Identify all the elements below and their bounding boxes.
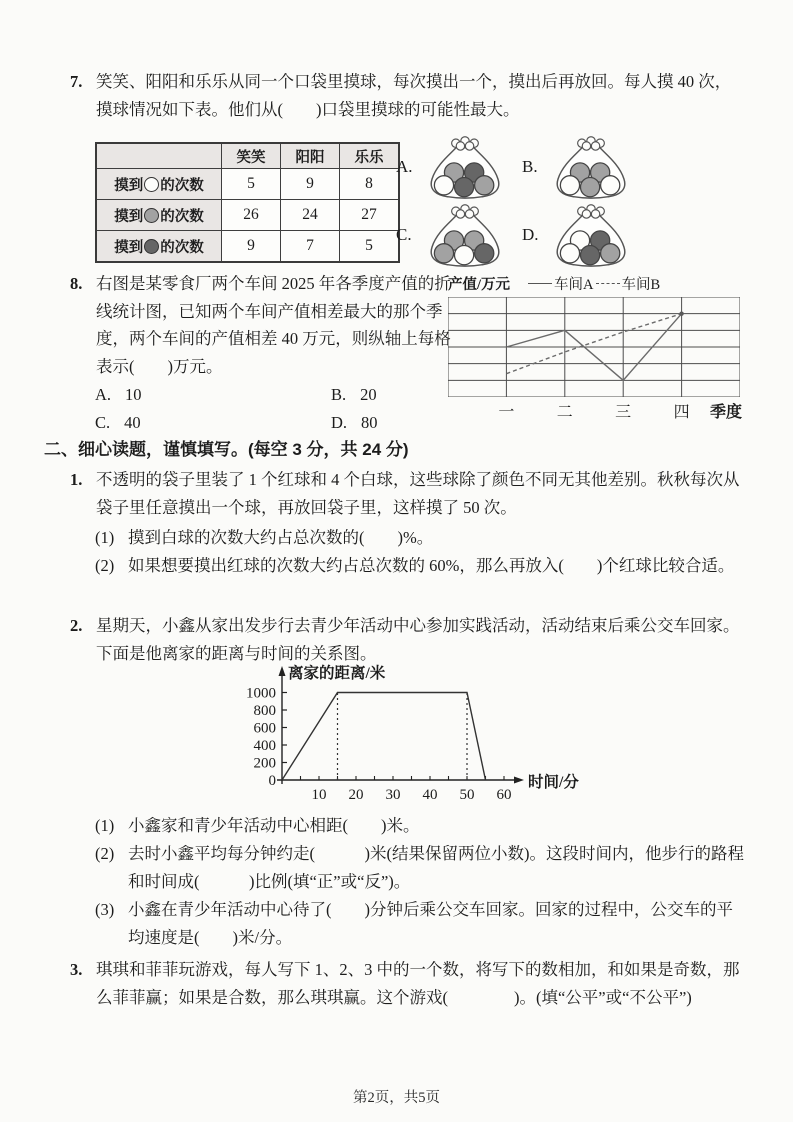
option-letter: B. <box>331 385 347 404</box>
option-bag <box>522 134 648 200</box>
svg-text:20: 20 <box>348 787 364 803</box>
table-cell: 9 <box>281 169 340 200</box>
sub-question <box>95 812 747 840</box>
page-footer: 第2页，共5页 <box>353 1090 440 1106</box>
table-row <box>96 200 399 231</box>
question-number: 7. <box>70 72 83 91</box>
option-value: 10 <box>125 385 142 404</box>
option-value: 20 <box>360 385 377 404</box>
question-s2-3 <box>70 956 746 1011</box>
distance-time-chart <box>230 662 582 815</box>
sub-question <box>95 896 747 952</box>
x-tick-label: 三 <box>615 404 632 421</box>
sub-question-number: (2) <box>95 844 115 863</box>
sub-question-text: 摸到白球的次数大约占总次数的( )%。 <box>128 528 434 547</box>
sub-question-number: (1) <box>95 816 115 835</box>
bag-option-letter: D. <box>522 225 539 244</box>
section-heading: 二、细心读题，谨慎填写。(每空 3 分，共 24 分) <box>44 440 409 459</box>
white-ball-icon <box>144 177 159 192</box>
sub-question-text: 小鑫家和青少年活动中心相距( )米。 <box>128 816 420 835</box>
sub-question-number: (3) <box>95 900 115 919</box>
table-col-header: 笑笑 <box>222 143 281 169</box>
svg-text:50: 50 <box>459 787 475 803</box>
chart-grid <box>448 297 740 397</box>
table-corner-cell <box>96 143 222 169</box>
svg-text:800: 800 <box>253 703 276 719</box>
question-text: 不透明的袋子里装了 1 个红球和 4 个白球，这些球除了颜色不同无其他差别。秋秋每次从袋子里任意摸出一个球，再放回袋子里，这样摸了 50 次。 <box>96 470 740 517</box>
table-row-header: 摸到 的次数 <box>96 169 222 200</box>
option-bag <box>396 134 522 200</box>
option-letter: C. <box>95 412 111 432</box>
table-row-header: 摸到 的次数 <box>96 231 222 263</box>
question-7 <box>70 68 744 123</box>
question-s2-2 <box>70 612 744 667</box>
choice-option <box>331 381 465 409</box>
question-number: 2. <box>70 616 83 635</box>
question-8 <box>70 270 454 380</box>
chart-canvas <box>230 662 582 810</box>
svg-text:600: 600 <box>253 720 276 737</box>
sub-questions <box>95 812 747 952</box>
option-letter: D. <box>331 412 348 432</box>
ball-count-table <box>95 142 400 263</box>
question-number: 1. <box>70 470 83 489</box>
legend-label: 车间B <box>621 276 661 293</box>
money-bag-icon <box>422 135 508 199</box>
legend-item <box>596 273 661 294</box>
svg-text:60: 60 <box>496 787 512 803</box>
svg-text:时间/分: 时间/分 <box>528 774 579 791</box>
table-col-header: 阳阳 <box>281 143 340 169</box>
table-col-header: 乐乐 <box>340 143 400 169</box>
money-bag-icon <box>548 203 634 267</box>
table-cell: 9 <box>222 231 281 263</box>
table-cell: 24 <box>281 200 340 231</box>
question-text: 右图是某零食厂两个车间 2025 年各季度产值的折线统计图，已知两个车间产值相差最大的那个季度，两个车间的产值相差 40 万元，则纵轴上每格表示( )万元。 <box>96 274 451 376</box>
svg-text:离家的距离/米: 离家的距离/米 <box>288 665 386 682</box>
question-text: 笑笑、阳阳和乐乐从同一个口袋里摸球，每次摸出一个，摸出后再放回。每人摸 40 次，摸球情况如下表。他们从( )口袋里摸球的可能性最大。 <box>96 72 732 119</box>
sub-questions <box>95 524 745 580</box>
x-tick-label: 二 <box>556 404 573 421</box>
chart-legend <box>528 273 660 294</box>
table-cell: 8 <box>340 169 400 200</box>
money-bag-icon <box>422 203 508 267</box>
question-number: 8. <box>70 274 83 293</box>
x-tick-label: 一 <box>498 404 515 421</box>
table-cell: 5 <box>222 169 281 200</box>
sub-question-text: 小鑫在青少年活动中心待了( )分钟后乘公交车回家。回家的过程中，公交车的平均速度是( )米/分。 <box>128 900 733 947</box>
question-number: 3. <box>70 960 83 979</box>
sub-question-number: (1) <box>95 528 115 547</box>
line-chart-q8 <box>448 272 744 419</box>
table-header-row <box>96 143 399 169</box>
option-letter: A. <box>95 385 112 404</box>
svg-text:1000: 1000 <box>246 685 276 702</box>
svg-text:40: 40 <box>422 787 438 803</box>
svg-text:30: 30 <box>385 787 401 803</box>
choice-options <box>95 381 465 436</box>
question-text: 琪琪和菲菲玩游戏，每人写下 1、2、3 中的一个数，将写下的数相加，和如果是奇数，那么菲菲赢；如果是合数，那么琪琪赢。这个游戏( )。(填“公平”或“不公平”) <box>96 960 740 1007</box>
sub-question-number: (2) <box>95 556 115 575</box>
x-axis-title: 季度 <box>710 404 743 421</box>
dark-ball-icon <box>144 239 159 254</box>
option-value: 40 <box>124 412 141 432</box>
dashed-line-sample-icon <box>596 283 620 284</box>
svg-text:200: 200 <box>253 755 276 772</box>
bag-options-group <box>396 134 648 268</box>
table-cell: 5 <box>340 231 400 263</box>
choice-option <box>95 409 331 437</box>
legend-label: 车间A <box>554 276 594 293</box>
question-text: 星期天，小鑫从家出发步行去青少年活动中心参加实践活动，活动结束后乘公交车回家。下面是他离家的距离与时间的关系图。 <box>96 616 740 663</box>
solid-line-sample-icon <box>528 283 552 284</box>
table-row <box>96 231 399 263</box>
table-row <box>96 169 399 200</box>
money-bag-icon <box>548 135 634 199</box>
option-bag <box>522 202 648 268</box>
y-axis-label: 产值/万元 <box>448 276 511 293</box>
choice-option <box>95 381 331 409</box>
table-cell: 27 <box>340 200 400 231</box>
choice-option <box>331 409 465 437</box>
option-bag <box>396 202 522 268</box>
chart-header <box>448 272 744 294</box>
sub-question-text: 去时小鑫平均每分钟约走( )米(结果保留两位小数)。这段时间内，他步行的路程和时间成( )比例(填“正”或“反”)。 <box>128 844 744 891</box>
bag-option-letter: B. <box>522 157 538 176</box>
table-cell: 7 <box>281 231 340 263</box>
svg-text:400: 400 <box>253 738 276 754</box>
sub-question <box>95 524 745 552</box>
sub-question <box>95 552 745 580</box>
bag-option-letter: C. <box>396 225 412 244</box>
gray-ball-icon <box>144 208 159 223</box>
svg-text:10: 10 <box>311 787 327 803</box>
x-tick-label: 四 <box>673 404 690 421</box>
bag-option-letter: A. <box>396 157 413 176</box>
sub-question <box>95 840 747 896</box>
option-value: 80 <box>361 412 378 432</box>
question-s2-1 <box>70 466 744 521</box>
svg-text:0: 0 <box>268 773 276 789</box>
x-axis-labels <box>448 397 744 419</box>
table-row-header: 摸到 的次数 <box>96 200 222 231</box>
legend-item <box>528 273 593 294</box>
table-cell: 26 <box>222 200 281 231</box>
sub-question-text: 如果想要摸出红球的次数大约占总次数的 60%，那么再放入( )个红球比较合适。 <box>128 556 735 575</box>
